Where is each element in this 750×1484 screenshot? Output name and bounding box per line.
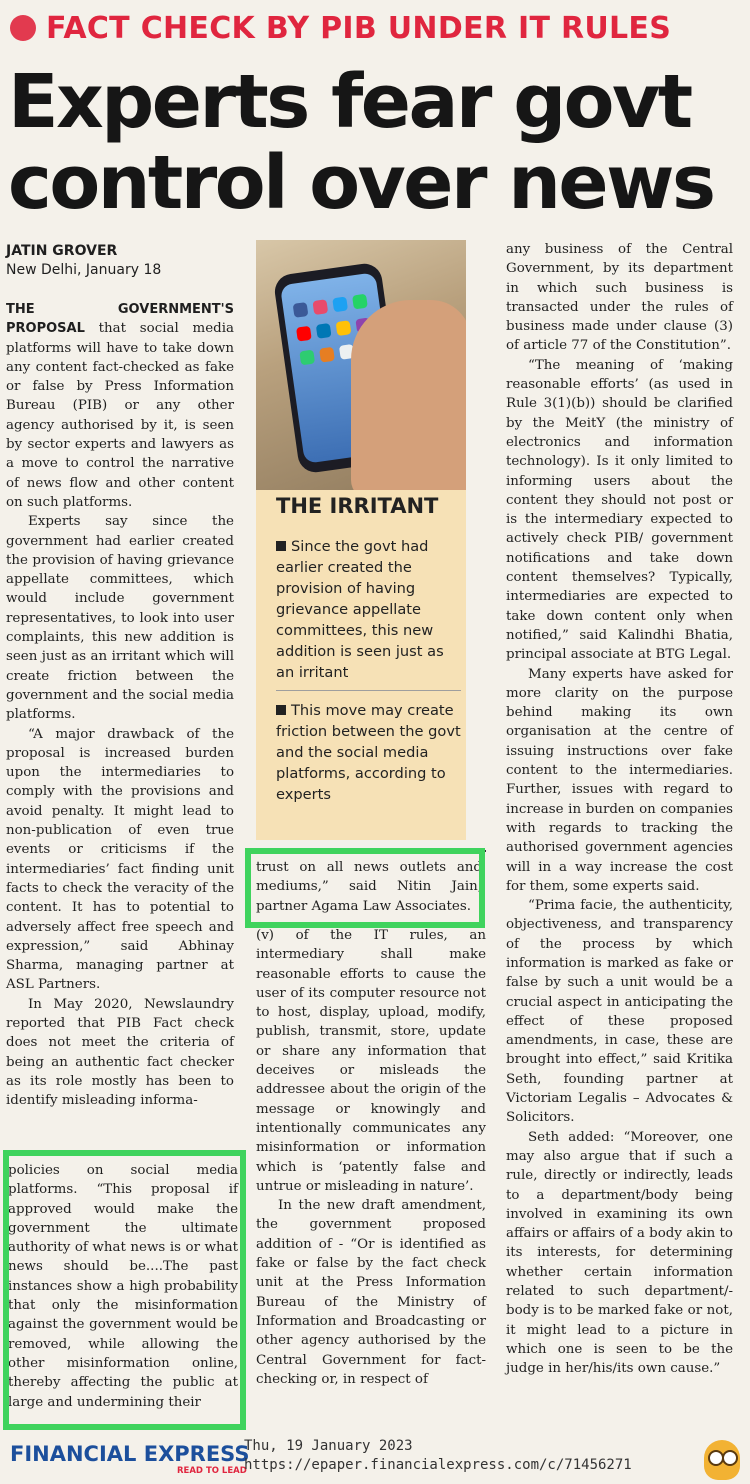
lead-in: THE GOVERNMENT'S PROPOSAL	[6, 302, 234, 337]
paragraph: any business of the Central Government, by its department in which such business is transacted under the rules of business made under clause (3) of article 77 of the Constitution”.	[506, 242, 733, 354]
square-bullet-icon	[276, 705, 286, 715]
tagline: READ TO LEAD	[177, 1466, 247, 1476]
paragraph: “Prima facie, the authenticity, objectiveness, and transparency of the process by which information is marked as fake or false by such a unit would be a crucial aspect in anticipating the effect of these proposed amendments, in case, these are brought into effect,” said Kritika Seth, founding partner at Victoriam Legalis – Advocates & Solicitors.	[506, 898, 733, 1126]
byline	[6, 242, 161, 280]
square-bullet-icon	[276, 541, 286, 551]
author-name: JATIN GROVER	[6, 243, 118, 259]
section-kicker	[10, 8, 745, 48]
highlighted-quote: policies on social media platforms. “This proposal if approved would make the government the ultimate authority of what news is or what news should be....The past instances show a high probability that only the misinformation against the government would be removed, while allowing the other misinformation online, thereby affecting the public at large and undermining their	[8, 1163, 238, 1410]
highlight-box	[3, 1150, 246, 1430]
phone-photo	[256, 240, 466, 490]
sidebar-bullet: This move may create friction between the govt and the social media platforms, according to experts	[276, 702, 461, 803]
sidebar-title: THE IRRITANT	[276, 494, 439, 518]
paragraph: Experts say since the government had earlier created the provision of having grievance appellate committees, which would include government representatives, to look into user complaints, this new addition is seen just as an irritant which will create friction between the government and the social media platforms.	[6, 514, 234, 723]
sidebar-bullet: Since the govt had earlier created the provision of having grievance appellate committees, this new addition is seen just as an irritant	[276, 538, 444, 681]
owl-icon	[704, 1440, 740, 1480]
article-column-2	[256, 926, 486, 1389]
issue-date: Thu, 19 January 2023	[244, 1438, 413, 1454]
paragraph: (v) of the IT rules, an intermediary shall make reasonable efforts to cause the user of its computer resource not to host, display, upload, modify, publish, transmit, store, update or share any information that deceives or misleads the addressee about the origin of the message or knowingly and intentionally communicates any misinformation or information which is ‘patently false and untrue or misleading in nature’.	[256, 928, 486, 1194]
paragraph: Many experts have asked for more clarity on the purpose behind making its own organisation at the centre of issuing instructions over fake content to the intermediaries. Further, issues with regard to increase in burden on companies with regards to tracking the authorised government agencies will in a way increase the cost for them, some experts said.	[506, 666, 733, 894]
publication-logo[interactable]: FINANCIAL EXPRESS	[10, 1442, 250, 1466]
paragraph	[6, 300, 234, 512]
headline: Experts fear govt control over news	[8, 59, 714, 226]
highlight-box	[245, 848, 485, 928]
hand-shape	[351, 300, 466, 490]
paragraph: “A major drawback of the proposal is increased burden upon the intermediaries to comply with the provisions and avoid penalty. It might lead to non-publication of even true events or criticisms if the intermediaries’ fact finding unit facts to check the veracity of the content. It has to potential to adversely affect free speech and expression,” said Abhinay Sharma, managing partner at ASL Partners.	[6, 726, 234, 993]
paragraph: In the new draft amendment, the government proposed addition of - “Or is identified as fake or false by the fact check unit at the Press Information Bureau of the Ministry of Information and Broadcasting or other agency authorised by the Central Government for fact-checking or, in respect of	[256, 1198, 486, 1387]
bullet-dot-icon	[10, 15, 36, 41]
paragraph: Seth added: “Moreover, one may also argue that if such a rule, directly or indirectly, leads to a department/body being involved in examining its own affairs or affairs of a body akin to its interests, for determining whether certain information related to such department/-body is to be marked fake or not, it might lead to a picture in which one is seen to be the judge in her/his/its own cause.”	[506, 1129, 733, 1377]
article-column-1	[6, 300, 234, 1110]
footer	[0, 1434, 750, 1484]
paragraph: In May 2020, Newslaundry reported that PIB Fact check does not meet the criteria of being an authentic fact checker as its role mostly has been to identify misleading informa-	[6, 996, 234, 1109]
article-column-3	[506, 240, 733, 1379]
paragraph: “The meaning of ‘making reasonable efforts’ (as used in Rule 3(1)(b)) should be clarified by the MeitY (the ministry of electronics and information technology). Is it only limited to informing users about the content they should not post or is the intermediary expected to actively check PIB/ government notifications and take down content themselves? Typically, intermediaries are expected to take down content only when notified,” said Kalindhi Bhatia, principal associate at BTG Legal.	[506, 357, 733, 663]
dateline: New Delhi, January 18	[6, 262, 162, 278]
source-url[interactable]: https://epaper.financialexpress.com/c/71456271	[244, 1457, 632, 1473]
kicker-text: FACT CHECK BY PIB UNDER IT RULES	[46, 10, 672, 46]
highlighted-quote: trust on all news outlets and mediums,” said Nitin Jain, partner Agama Law Associates.	[256, 860, 482, 914]
sidebar-box	[256, 240, 466, 840]
divider	[276, 690, 461, 691]
paragraph-text: that social media platforms will have to take down any content fact-checked as fake or false by Press Information Bureau (PIB) or any other agency authorised by it, is seen by sector experts and lawyers as a move to control the narrative of news flow and other content on such platforms.	[6, 321, 234, 510]
